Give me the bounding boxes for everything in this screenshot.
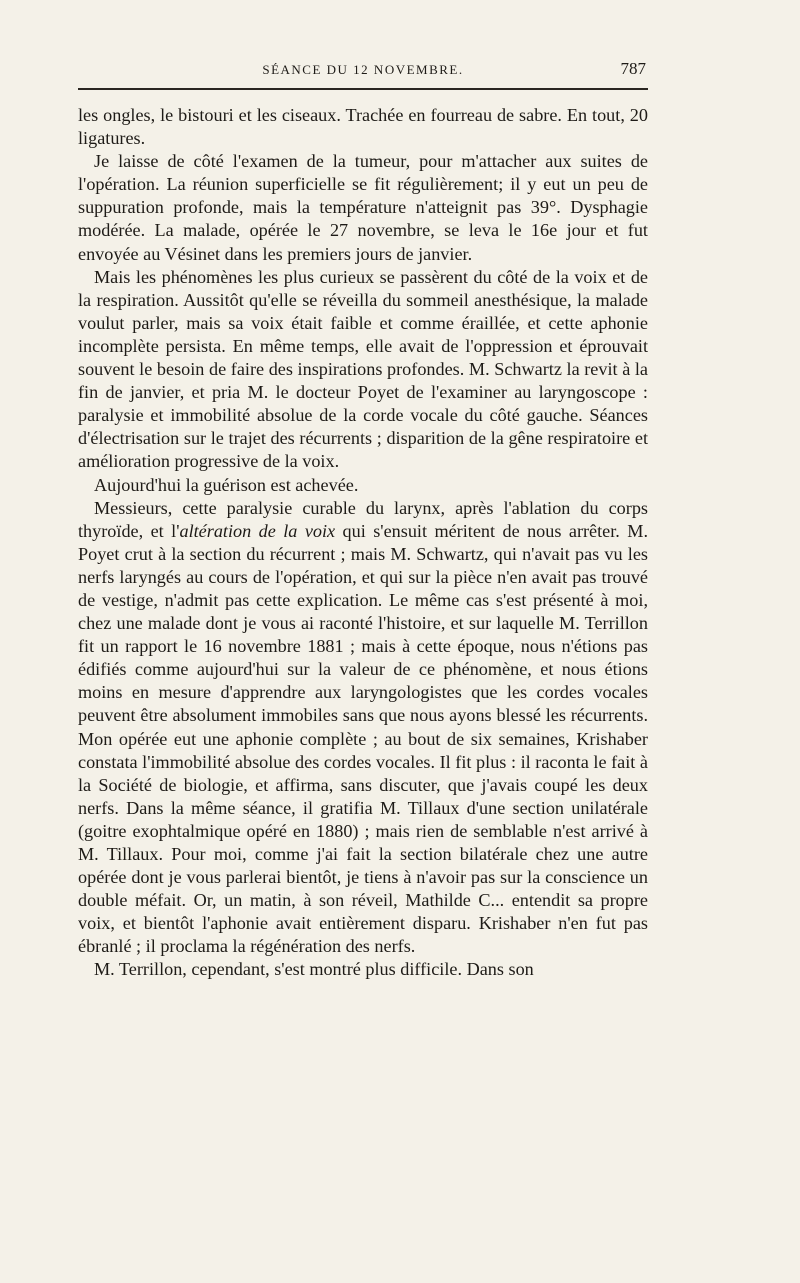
paragraph-text: Messieurs, cette paralysie curable du larynx, après l'ablation du corps thyroïde, et l': [78, 497, 648, 541]
body-text: [78, 104, 648, 982]
page-number: 787: [620, 59, 646, 78]
header-rule: [78, 88, 648, 90]
paragraph: Aujourd'hui la guérison est achevée.: [94, 474, 359, 495]
paragraph: les ongles, le bistouri et les ciseaux. Trachée en fourreau de sabre. En tout, 20 ligatures.: [78, 105, 648, 149]
paragraph: M. Terrillon, cependant, s'est montré plus difficile. Dans son: [94, 959, 534, 980]
paragraph: Mais les phénomènes les plus curieux se passèrent du côté de la voix et de la respiration. Aussitôt qu'elle se réveilla du sommeil anesthésique, la malade voulut parler, mais sa voix était faible et comme éraillée, et cette aphonie incomplète persista. En même temps, elle avait de l'oppression et éprouvait souvent le besoin de faire des inspirations profondes. M. Schwartz la revit à la fin de janvier, et pria M. le docteur Poyet de l'examiner au laryngoscope : paralysie et immobilité absolue de la corde vocale du côté gauche. Séances d'électrisation sur le trajet des récurrents ; disparition de la gêne respiratoire et amélioration progressive de la voix.: [78, 266, 648, 472]
italic-phrase: altération de la voix: [179, 520, 336, 541]
running-head: [78, 58, 648, 86]
running-title: SÉANCE DU 12 NOVEMBRE.: [262, 62, 464, 77]
paragraph: [78, 497, 648, 959]
paragraph-text: qui s'ensuit méritent de nous arrêter. M. Poyet crut à la section du récurrent ; mais M. Schwartz, qui n'avait pas vu les nerfs laryngés au cours de l'opération, et qui sur la pièce n'en avait pas trouvé de vestige, n'admit pas cette explication. Le même cas s'est présenté à moi, chez une malade dont je vous ai raconté l'histoire, et sur laquelle M. Terrillon fit un rapport le 16 novembre 1881 ; mais à cette époque, nous n'étions pas édifiés comme aujourd'hui sur la valeur de ce phénomène, et nous étions moins en mesure d'apprendre aux laryngologistes que les cordes vocales peuvent être absolument immobiles sans que nous ayons blessé les récurrents. Mon opérée eut une aphonie complète ; au bout de six semaines, Krishaber constata l'immobilité absolue des cordes vocales. Il fit plus : il raconta le fait à la Société de biologie, et affirma, sans discuter, que j'avais coupé les deux nerfs. Dans la même séance, il gratifia M. Tillaux d'une section unilatérale (goitre exophtalmique opéré en 1880) ; mais rien de semblable n'est arrivé à M. Tillaux. Pour moi, comme j'ai fait la section bilatérale chez une autre opérée dont je vous parlerai bientôt, je tiens à n'avoir pas sur la conscience un double méfait. Or, un matin, à son réveil, Mathilde C... entendit sa propre voix, et bientôt l'aphonie avait entièrement disparu. Krishaber n'en fut pas ébranlé ; il proclama la régénération des nerfs.: [78, 520, 649, 957]
document-page: [78, 58, 648, 982]
paragraph: Je laisse de côté l'examen de la tumeur, pour m'attacher aux suites de l'opération. La réunion superficielle se fit régulièrement; il y eut un peu de suppuration profonde, mais la température n'atteignit pas 39°. Dysphagie modérée. La malade, opérée le 27 novembre, se leva le 16e jour et fut envoyée au Vésinet dans les premiers jours de janvier.: [78, 151, 648, 264]
